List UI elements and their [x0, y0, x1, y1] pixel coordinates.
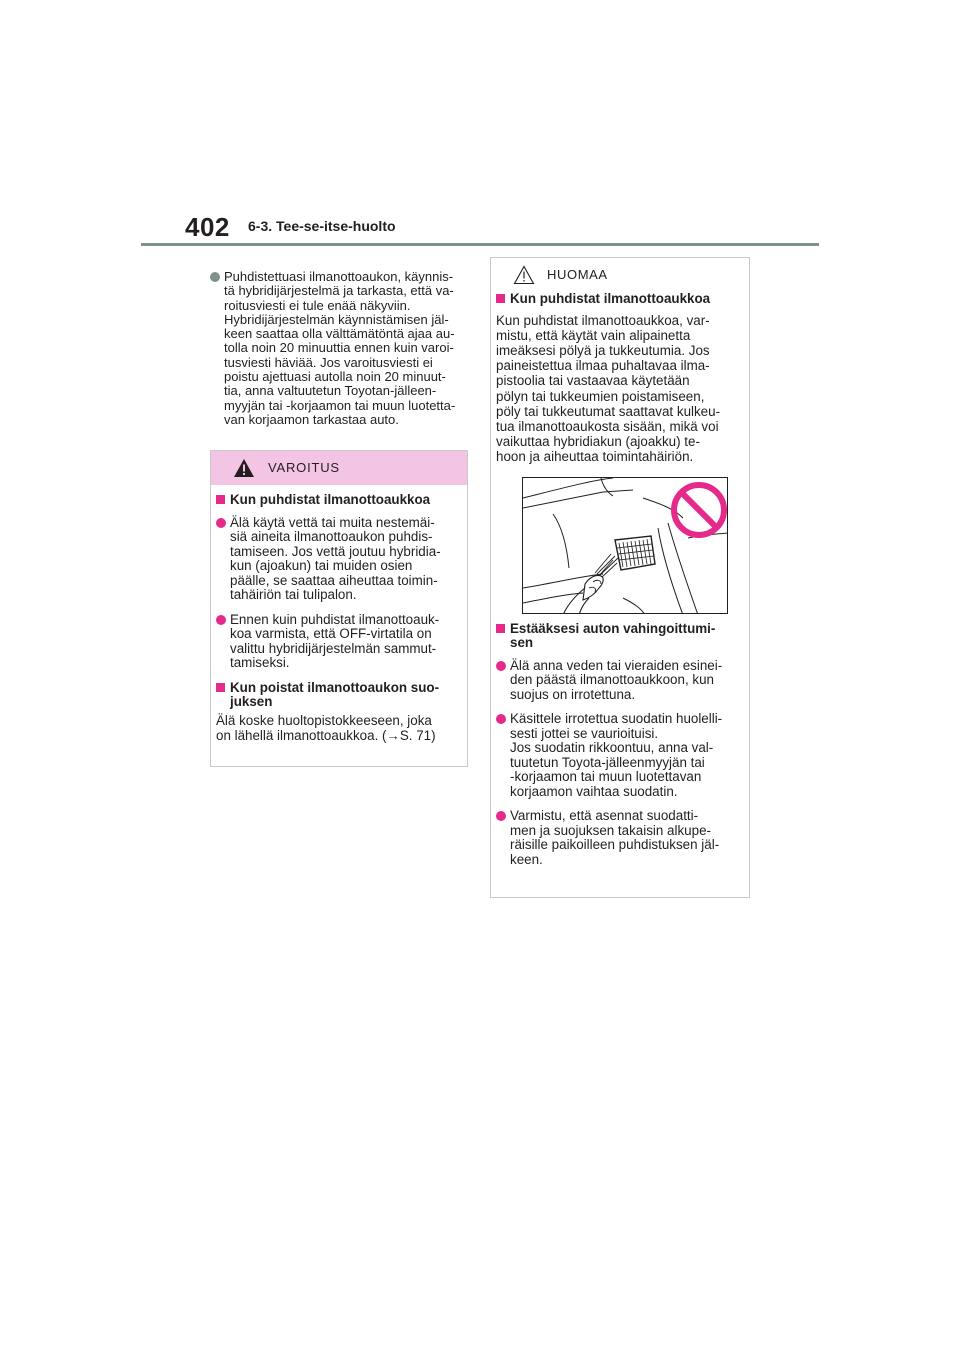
- intro-line: tolla noin 20 minuuttia ennen kuin varoi-: [224, 340, 454, 356]
- intro-line: myyjän tai -korjaamon tai muun luotetta-: [224, 397, 456, 413]
- intro-line: keen saattaa olla välttämätöntä ajaa au-: [224, 326, 455, 342]
- notice-heading-2: Estääksesi auton vahingoittumi- sen: [496, 622, 745, 651]
- notice-header: [491, 258, 749, 292]
- bullet-dot-icon: [210, 272, 220, 282]
- notice-box: [490, 257, 750, 898]
- warning-heading-2: Kun poistat ilmanottoaukon suo- juksen: [216, 681, 463, 710]
- intro-line: tä hybridijärjestelmä ja tarkasta, että va-: [224, 283, 454, 299]
- square-bullet-icon: [216, 683, 225, 692]
- notice-bullet-3: Varmistu, että asennat suodatti- men ja suojuksen takaisin alkupe- räisille paikoilleen puhdistuksen jäl- keen.: [496, 809, 745, 867]
- section-title: 6-3. Tee-se-itse-huolto: [248, 218, 396, 234]
- intro-line: Hybridijärjestelmän käynnistämisen jäl-: [224, 311, 449, 327]
- square-bullet-icon: [496, 294, 505, 303]
- warning-bullet-2: Ennen kuin puhdistat ilmanottoauk- koa varmista, että OFF-virtatila on valittu hybridijärjestelmän sammut- tamiseksi.: [216, 613, 463, 671]
- warning-box: [210, 450, 468, 767]
- square-bullet-icon: [496, 624, 505, 633]
- intro-line: poistu ajettuasi autolla noin 20 minuut-: [224, 369, 446, 385]
- bullet-dot-icon: [496, 811, 506, 821]
- warning-bullet-1: Älä käytä vettä tai muita nestemäi- siä aineita ilmanottoaukon puhdis- tamiseen. Jos vettä joutuu hybridia- kun (ajoakun) tai muiden osien päälle, se saattaa aiheuttaa toimin- tahäiriön tai tulipalon.: [216, 516, 463, 603]
- intro-line: tia, anna valtuutetun Toyotan-jälleen-: [224, 383, 437, 399]
- square-bullet-icon: [216, 495, 225, 504]
- page-reference-link[interactable]: S. 71): [399, 727, 436, 743]
- notice-label: HUOMAA: [547, 267, 608, 282]
- warning-header: [211, 451, 467, 485]
- bullet-dot-icon: [216, 615, 226, 625]
- intro-line: Puhdistettuasi ilmanottoaukon, käynnis-: [224, 269, 454, 284]
- warning-text-2: Älä koske huoltopistokkeeseen, joka on lähellä ilmanottoaukkoa. (→S. 71): [216, 712, 436, 743]
- notice-text-1: Kun puhdistat ilmanottoaukkoa, var- mistu, että käytät vain alipainetta imeäksesi pölyä ja tukkeutumia. Jos paineistettua ilmaa puhaltavaa ilma- pistoolia tai vastaavaa käytetään pölyn tai tukkeumien poistamiseen, pöly tai tukkeutumat saattavat kulkeu- tua ilmanottoaukosta sisään, mikä voi vaikuttaa hybridiakun (ajoakku) te- hoon ja aiheuttaa toimintahäiriön.: [496, 312, 721, 465]
- notice-heading-1: Kun puhdistat ilmanottoaukkoa: [496, 292, 745, 307]
- bullet-dot-icon: [496, 661, 506, 671]
- header-rule: [141, 243, 819, 246]
- bullet-dot-icon: [216, 518, 226, 528]
- air-intake-illustration: [522, 477, 728, 614]
- caution-triangle-icon: [513, 265, 535, 290]
- notice-bullet-2: Käsittele irrotettua suodatin huolelli- sesti jottei se vaurioituisi. Jos suodatin rikkoontuu, anna val- tuutetun Toyota-jälleenmyyjän tai -korjaamon tai muun luotettavan korjaamon vaihtaa suodatin.: [496, 712, 745, 799]
- intro-line: tusviesti häviää. Jos varoitusviesti ei: [224, 354, 433, 370]
- bullet-dot-icon: [496, 714, 506, 724]
- warning-triangle-icon: [233, 458, 255, 483]
- page-number: 402: [185, 212, 230, 242]
- intro-section: [210, 270, 468, 427]
- warning-label: VAROITUS: [268, 460, 340, 475]
- warning-heading-1: Kun puhdistat ilmanottoaukkoa: [216, 493, 463, 508]
- notice-bullet-1: Älä anna veden tai vieraiden esinei- den päästä ilmanottoaukkoon, kun suojus on irrotettuna.: [496, 659, 745, 703]
- intro-line: van korjaamon tarkastaa auto.: [224, 411, 399, 427]
- arrow-right-icon: →: [386, 727, 400, 743]
- intro-line: roitusviesti ei tule enää näkyviin.: [224, 297, 411, 313]
- intro-paragraph: [210, 270, 468, 427]
